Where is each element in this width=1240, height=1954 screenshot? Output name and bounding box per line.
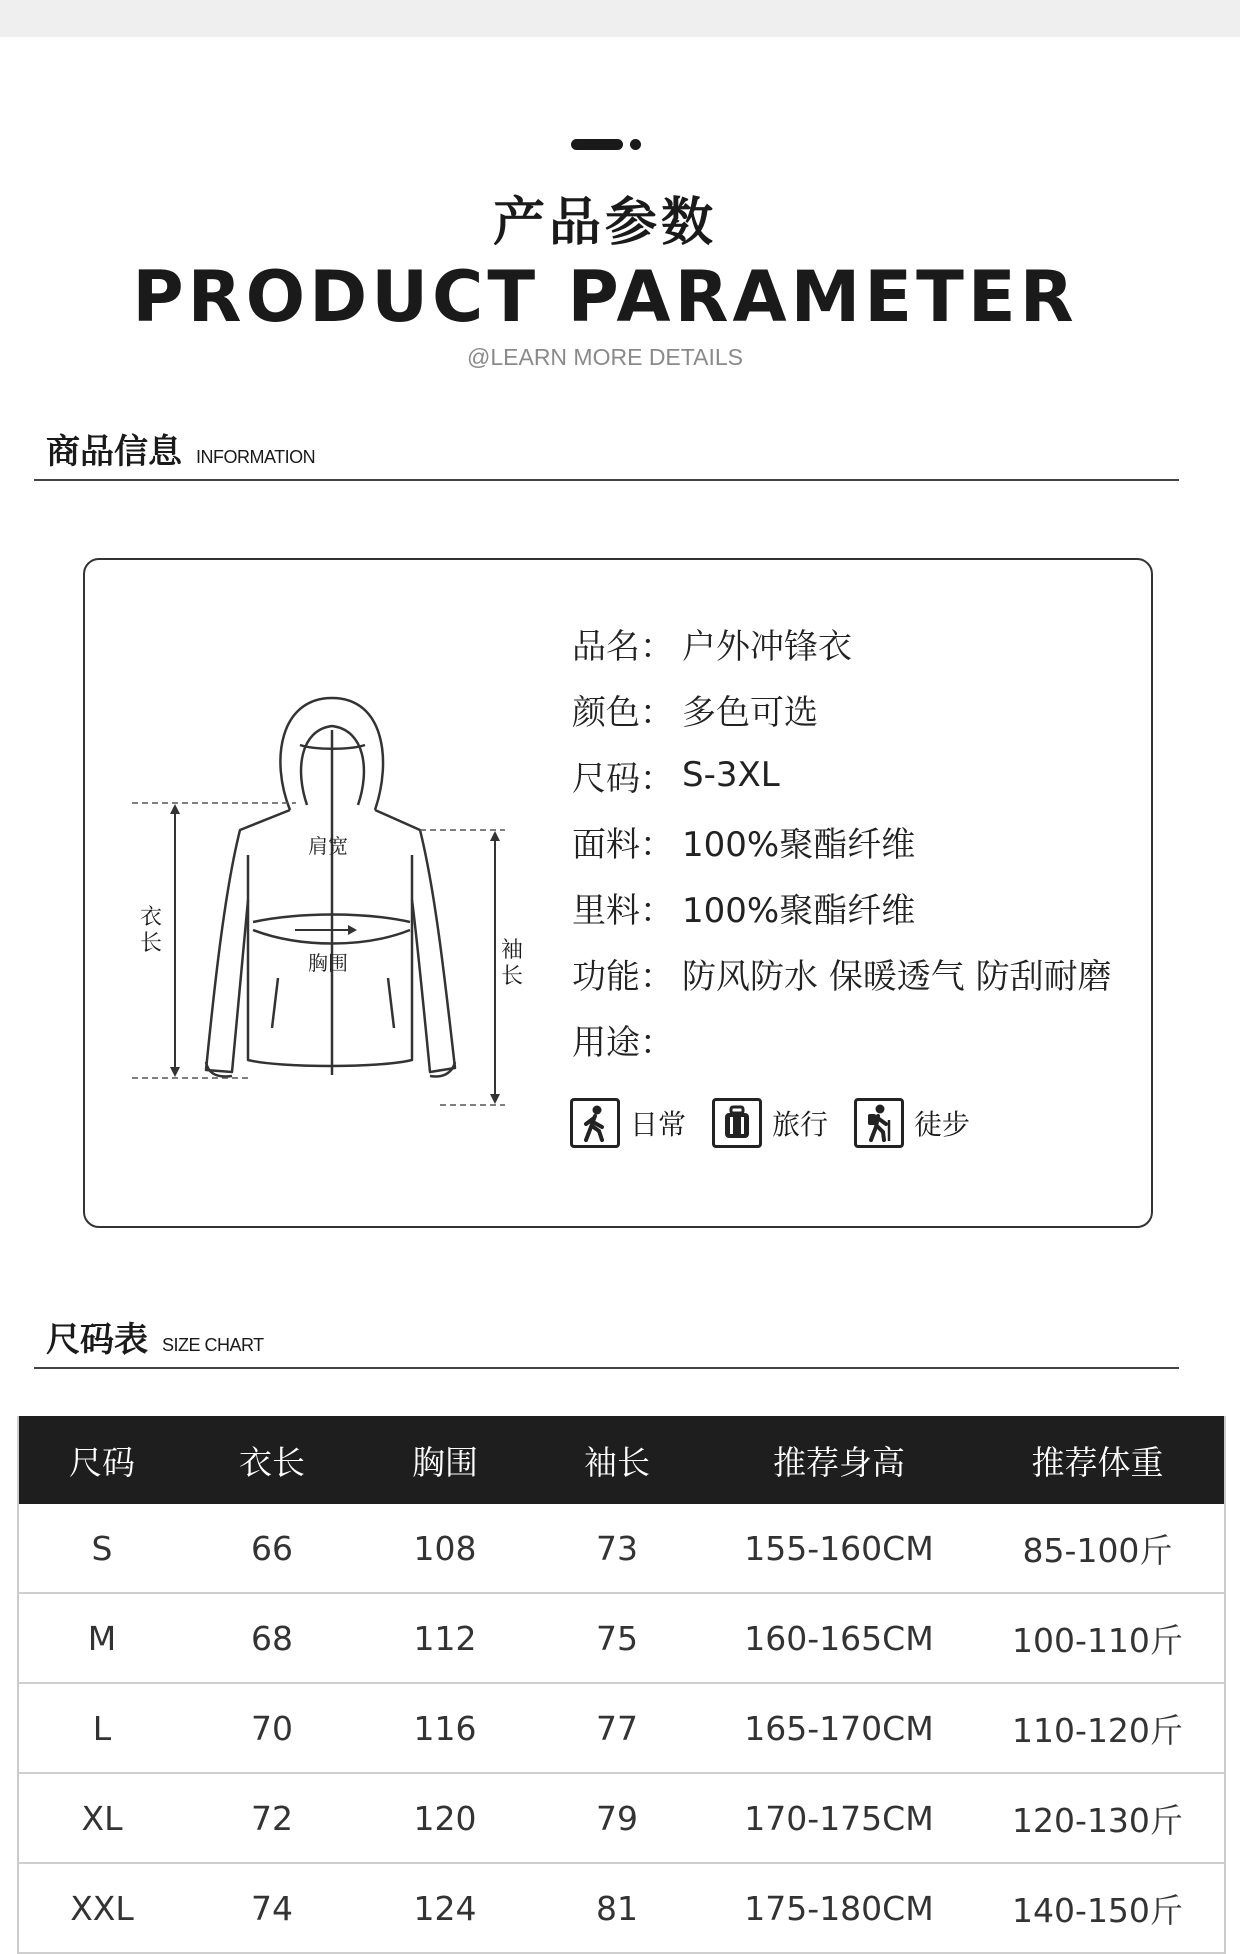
table-cell: L [92, 1708, 112, 1748]
table-cell: 160-165CM [744, 1618, 934, 1658]
info-value: 100%聚酯纤维 [682, 824, 916, 865]
info-row-name [572, 610, 1112, 676]
info-key: 里料： [572, 890, 674, 931]
table-cell: M [87, 1618, 117, 1658]
column-header: 袖长 [584, 1442, 650, 1482]
table-cell: S [91, 1528, 113, 1568]
info-section-subtitle: INFORMATION [196, 447, 316, 467]
info-key: 颜色： [572, 692, 674, 733]
luggage-icon [712, 1098, 762, 1148]
info-row-size [572, 742, 1112, 808]
length-label: 衣长 [140, 905, 163, 956]
table-cell: 155-160CM [744, 1528, 934, 1568]
decorative-dot [630, 139, 641, 150]
size-section-header [46, 1312, 264, 1361]
table-cell: 110-120斤 [1012, 1710, 1183, 1750]
info-row-lining [572, 874, 1112, 940]
decorative-dash [571, 139, 623, 150]
product-info-list [572, 610, 1112, 1072]
info-section-header [46, 424, 315, 473]
info-section-divider [34, 479, 1179, 481]
table-row [19, 1774, 1224, 1864]
info-row-usage [572, 1006, 1112, 1072]
info-key: 面料： [572, 824, 674, 865]
info-section-title: 商品信息 [46, 432, 182, 472]
size-section-divider [34, 1367, 1179, 1369]
info-value: S-3XL [682, 755, 780, 795]
usage-icons [570, 1098, 996, 1148]
walking-person-icon [570, 1098, 620, 1148]
sleeve-label: 袖长 [501, 938, 524, 989]
table-cell: 74 [251, 1888, 293, 1928]
table-cell: 120-130斤 [1012, 1800, 1183, 1840]
column-header: 胸围 [412, 1442, 478, 1482]
table-cell: 116 [413, 1708, 477, 1748]
table-cell: 175-180CM [744, 1888, 934, 1928]
table-row [19, 1684, 1224, 1774]
table-cell: 140-150斤 [1012, 1890, 1183, 1930]
table-cell: 112 [413, 1618, 477, 1658]
table-cell: 85-100斤 [1022, 1530, 1173, 1570]
table-cell: XL [81, 1798, 123, 1838]
info-key: 品名： [572, 626, 674, 667]
table-cell: 81 [596, 1888, 638, 1928]
info-value: 户外冲锋衣 [682, 626, 852, 667]
chest-label: 胸围 [308, 951, 348, 975]
page-title-cn: 产品参数 [492, 193, 717, 253]
table-row [19, 1864, 1224, 1954]
table-cell: 66 [251, 1528, 293, 1568]
info-key: 功能： [572, 956, 674, 997]
table-cell: 70 [251, 1708, 293, 1748]
usage-label: 日常 [630, 1108, 687, 1141]
size-section-title: 尺码表 [46, 1320, 148, 1360]
usage-hiking [854, 1098, 970, 1148]
info-row-fabric [572, 808, 1112, 874]
table-cell: 100-110斤 [1012, 1620, 1183, 1660]
size-table [17, 1416, 1226, 1954]
table-cell: 68 [251, 1618, 293, 1658]
table-cell: 124 [413, 1888, 477, 1928]
table-cell: 165-170CM [744, 1708, 934, 1748]
table-cell: 77 [596, 1708, 638, 1748]
page-title-en: PRODUCT PARAMETER [132, 256, 1078, 338]
info-value: 防风防水 保暖透气 防刮耐磨 [682, 956, 1112, 997]
column-header: 推荐身高 [773, 1442, 905, 1482]
info-row-color [572, 676, 1112, 742]
usage-travel [712, 1098, 828, 1148]
table-row [19, 1594, 1224, 1684]
jacket-diagram [120, 690, 550, 1110]
page-subtitle: @LEARN MORE DETAILS [467, 344, 743, 370]
column-header: 尺码 [69, 1442, 135, 1482]
usage-label: 旅行 [772, 1108, 829, 1141]
usage-label: 徒步 [914, 1108, 971, 1141]
table-cell: 72 [251, 1798, 293, 1838]
usage-daily [570, 1098, 686, 1148]
table-header [19, 1416, 1224, 1504]
column-header: 衣长 [239, 1442, 305, 1482]
info-key: 尺码： [572, 758, 674, 799]
table-cell: 120 [413, 1798, 477, 1838]
table-row [19, 1504, 1224, 1594]
info-value: 100%聚酯纤维 [682, 890, 916, 931]
info-row-function [572, 940, 1112, 1006]
column-header: 推荐体重 [1031, 1442, 1164, 1482]
shoulder-label: 肩宽 [308, 834, 348, 858]
table-cell: 79 [596, 1798, 638, 1838]
table-cell: 75 [596, 1618, 638, 1658]
info-value: 多色可选 [682, 692, 818, 733]
table-cell: 73 [596, 1528, 638, 1568]
table-cell: XXL [70, 1888, 134, 1928]
size-section-subtitle: SIZE CHART [162, 1335, 264, 1355]
info-key: 用途： [572, 1022, 674, 1063]
hiker-icon [854, 1098, 904, 1148]
table-cell: 108 [413, 1528, 477, 1568]
table-cell: 170-175CM [744, 1798, 934, 1838]
top-bar [0, 0, 1240, 37]
